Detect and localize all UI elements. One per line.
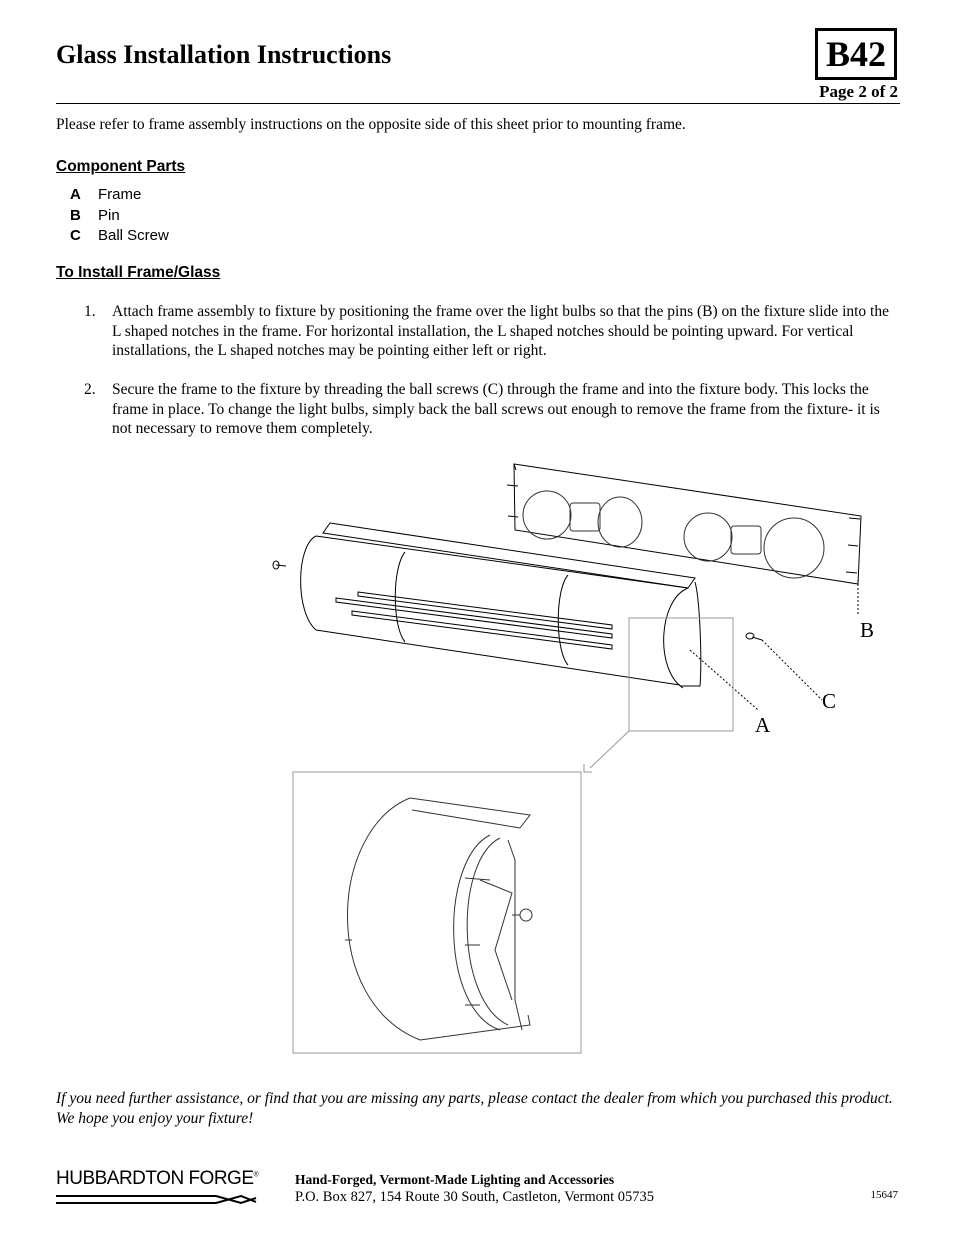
- help-text: If you need further assistance, or find that you are missing any parts, please contact the dealer from which you purchased this product. We hope you enjoy your fixture!: [56, 1090, 893, 1127]
- brand-name: HUBBARDTON FORGE: [56, 1168, 254, 1189]
- brand-logo: [56, 1168, 258, 1190]
- callout-a: A: [755, 713, 771, 737]
- component-label: Frame: [98, 186, 142, 203]
- registered-mark: ®: [253, 1171, 259, 1179]
- ball-screw-c: [746, 633, 822, 700]
- step-number: 2.: [84, 381, 96, 398]
- fixture-backplate: [507, 464, 861, 584]
- component-key: A: [70, 186, 81, 203]
- component-label: Ball Screw: [98, 227, 169, 244]
- component-key: C: [70, 227, 81, 244]
- document-code: 15647: [870, 1189, 898, 1201]
- step-text: Attach frame assembly to fixture by positioning the frame over the light bulbs so that the pins (B) on the fixture slide into the L shaped notches in the frame. For horizontal installation, the L shaped notches should be pointing upward. For vertical installations, the L shaped notches may be pointing either left or right.: [112, 303, 889, 360]
- component-parts-heading: Component Parts: [56, 158, 186, 175]
- intro-text: Please refer to frame assembly instructions on the opposite side of this sheet prior to mounting frame.: [56, 116, 686, 133]
- component-key: B: [70, 206, 81, 224]
- page-number: Page 2 of 2: [819, 82, 898, 101]
- step-number: 1.: [84, 303, 96, 320]
- callout-c: C: [822, 689, 837, 713]
- brand-tongs-icon: [56, 1192, 261, 1206]
- ball-screw-left: [273, 561, 286, 569]
- step-text: Secure the frame to the fixture by threading the ball screws (C) through the frame and into the fixture body. This locks the frame in place. To change the light bulbs, simply back the ball screws out enough to remove the frame from the fixture- it is not necessary to remove them completely.: [112, 381, 880, 438]
- callout-b: B: [860, 618, 875, 642]
- component-label: Pin: [98, 206, 120, 224]
- footer-tagline: Hand-Forged, Vermont-Made Lighting and Accessories: [295, 1172, 615, 1187]
- detail-frame-end: [345, 798, 532, 1040]
- footer-address: P.O. Box 827, 154 Route 30 South, Castleton, Vermont 05735: [295, 1189, 655, 1205]
- install-heading: To Install Frame/Glass: [56, 264, 221, 281]
- page-title: Glass Installation Instructions: [56, 40, 392, 69]
- model-badge: B42: [815, 28, 897, 80]
